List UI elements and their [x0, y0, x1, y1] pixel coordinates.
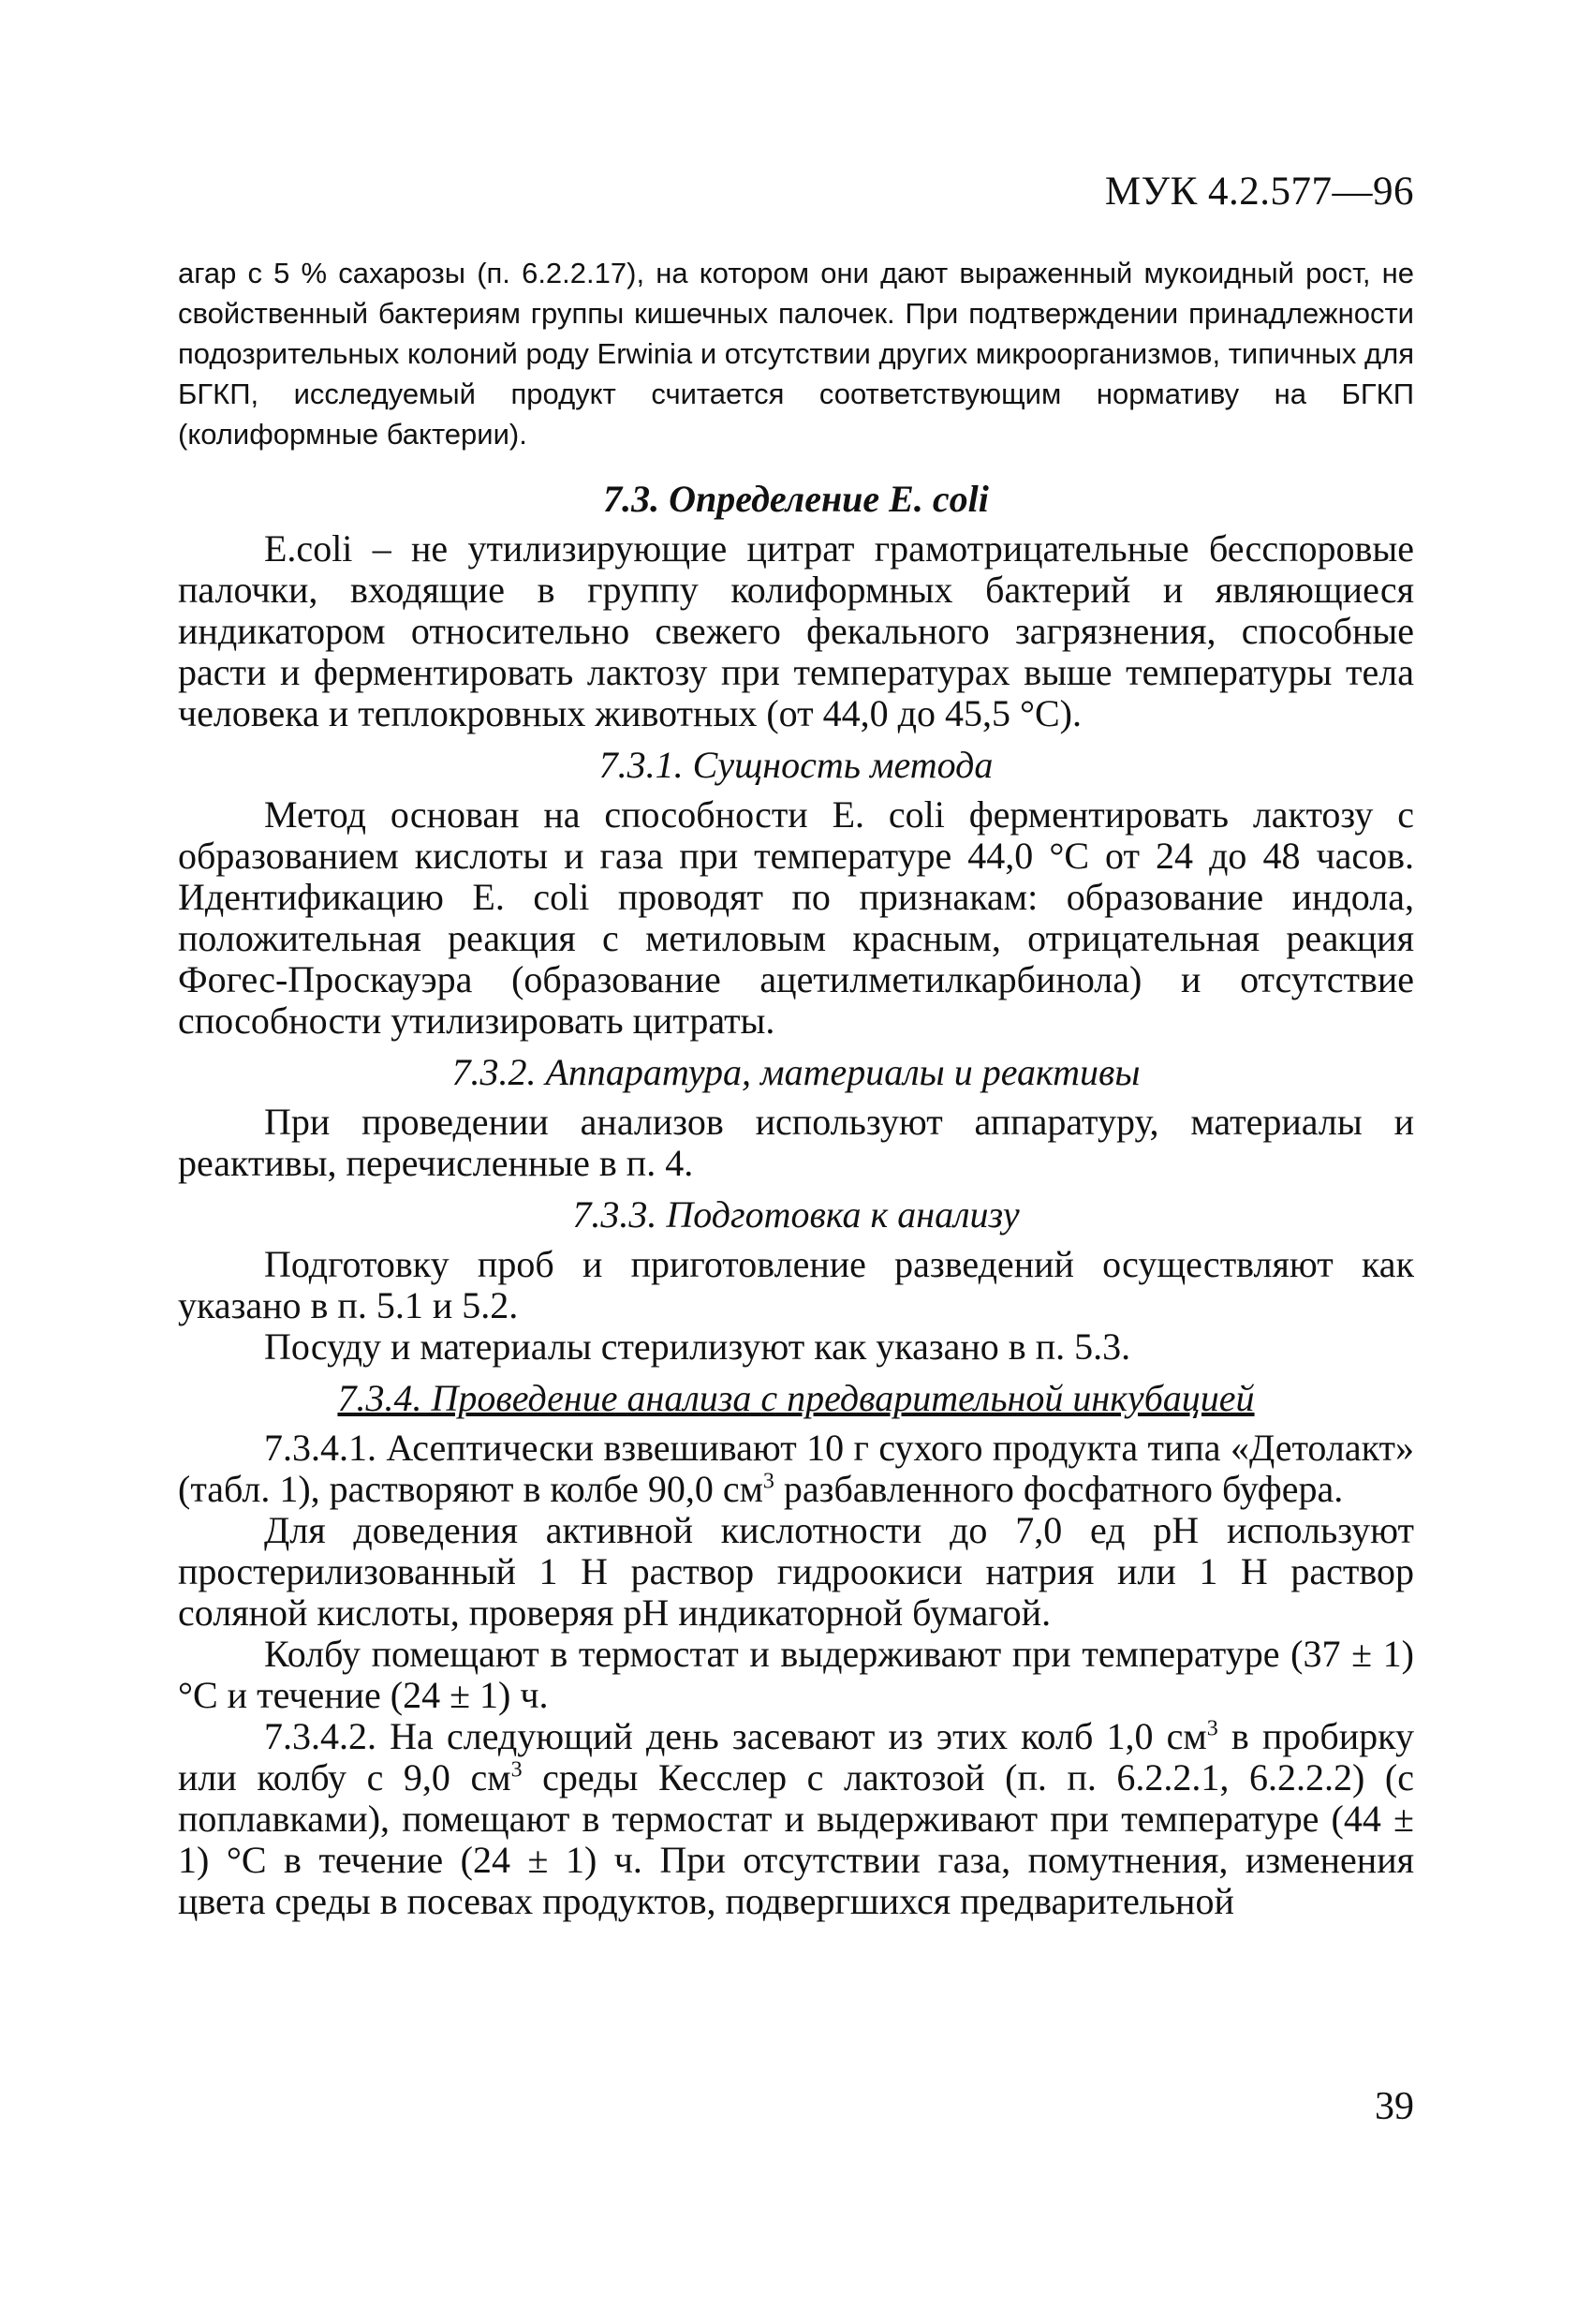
paragraph-apparatus: При проведении анализов используют аппаратуру, материалы и реактивы, перечисленные в п. 4.: [178, 1101, 1414, 1184]
text-segment: 7.3.4.1. Асептически взвешивают 10 г сухого продукта типа «Детолакт» (табл. 1), растворяют в колбе 90,0 см: [178, 1427, 1414, 1510]
paragraph-7-3-4-2: [178, 1716, 1414, 1922]
paragraph-ecoli-definition: E.coli – не утилизирующие цитрат грамотрицательные бесспоровые палочки, входящие в группу колиформных бактерий и являющиеся индикатором относительно свежего фекального загрязнения, способные расти и ферментировать лактозу при температурах выше температуры тела человека и теплокровных животных (от 44,0 до 45,5 °С).: [178, 527, 1414, 734]
superscript: 3: [762, 1469, 774, 1494]
heading-7-3-3: 7.3.3. Подготовка к анализу: [572, 1193, 1020, 1236]
main-text: [178, 468, 1414, 1922]
text-segment: среды Кесслер с лактозой (п. п. 6.2.2.1, 6.2.2.2) (с поплавками), помещают в термостат и выдерживают при температуре (44 ± 1) °С в течение (24 ± 1) ч. При отсутствии газа, помутнения, изменения цвета среды в посевах продуктов, подвергшихся предварительной: [178, 1756, 1414, 1922]
paragraph-incubation: Колбу помещают в термостат и выдерживают при температуре (37 ± 1) °С и течение (24 ± 1) ч.: [178, 1633, 1414, 1716]
text-segment: разбавленного фосфатного буфера.: [774, 1468, 1344, 1510]
paragraph-sterilization: Посуду и материалы стерилизуют как указано в п. 5.3.: [264, 1325, 1131, 1368]
text-segment: 7.3.4.2. На следующий день засевают из этих колб 1,0 см: [264, 1715, 1207, 1757]
heading-7-3-1: 7.3.1. Сущность метода: [598, 744, 994, 786]
paragraph-sample-prep: Подготовку проб и приготовление разведений осуществляют как указано в п. 5.1 и 5.2.: [178, 1243, 1414, 1326]
text-segment: в пробирку или колбу с 9,0 см: [178, 1715, 1414, 1799]
paragraph-method-essence: Метод основан на способности E. coli ферментировать лактозу с образованием кислоты и газа при температуре 44,0 °С от 24 до 48 часов. Идентификацию E. coli проводят по признакам: образование индола, положительная реакция с метиловым красным, отрицательная реакция Фогес-Проскауэра (образование ацетилметилкарбинола) и отсутствие способности утилизировать цитраты.: [178, 793, 1414, 1042]
paragraph-7-3-4-1: [178, 1428, 1414, 1510]
document-code: МУК 4.2.577—96: [1104, 170, 1414, 214]
heading-7-3-2: 7.3.2. Аппаратура, материалы и реактивы: [451, 1051, 1141, 1093]
intro-paragraph: агар с 5 % сахарозы (п. 6.2.2.17), на котором они дают выраженный мукоидный рост, не свойственный бактериям группы кишечных палочек. При подтверждении принадлежности подозрительных колоний роду Erwinia и отсутствии других микроорганизмов, типичных для БГКП, исследуемый продукт считается соответствующим нормативу на БГКП (колиформные бактерии).: [178, 257, 1414, 451]
page-number: 39: [1375, 2085, 1414, 2128]
heading-7-3-4: 7.3.4. Проведение анализа с предварительной инкубацией: [337, 1377, 1255, 1419]
superscript: 3: [510, 1757, 523, 1783]
heading-7-3: 7.3. Определение E. coli: [603, 478, 989, 520]
superscript: 3: [1206, 1716, 1218, 1741]
paragraph-ph-adjustment: Для доведения активной кислотности до 7,0 ед рН используют простерилизованный 1 Н раствор гидроокиси натрия или 1 Н раствор соляной кислоты, проверяя рН индикаторной бумагой.: [178, 1509, 1414, 1634]
